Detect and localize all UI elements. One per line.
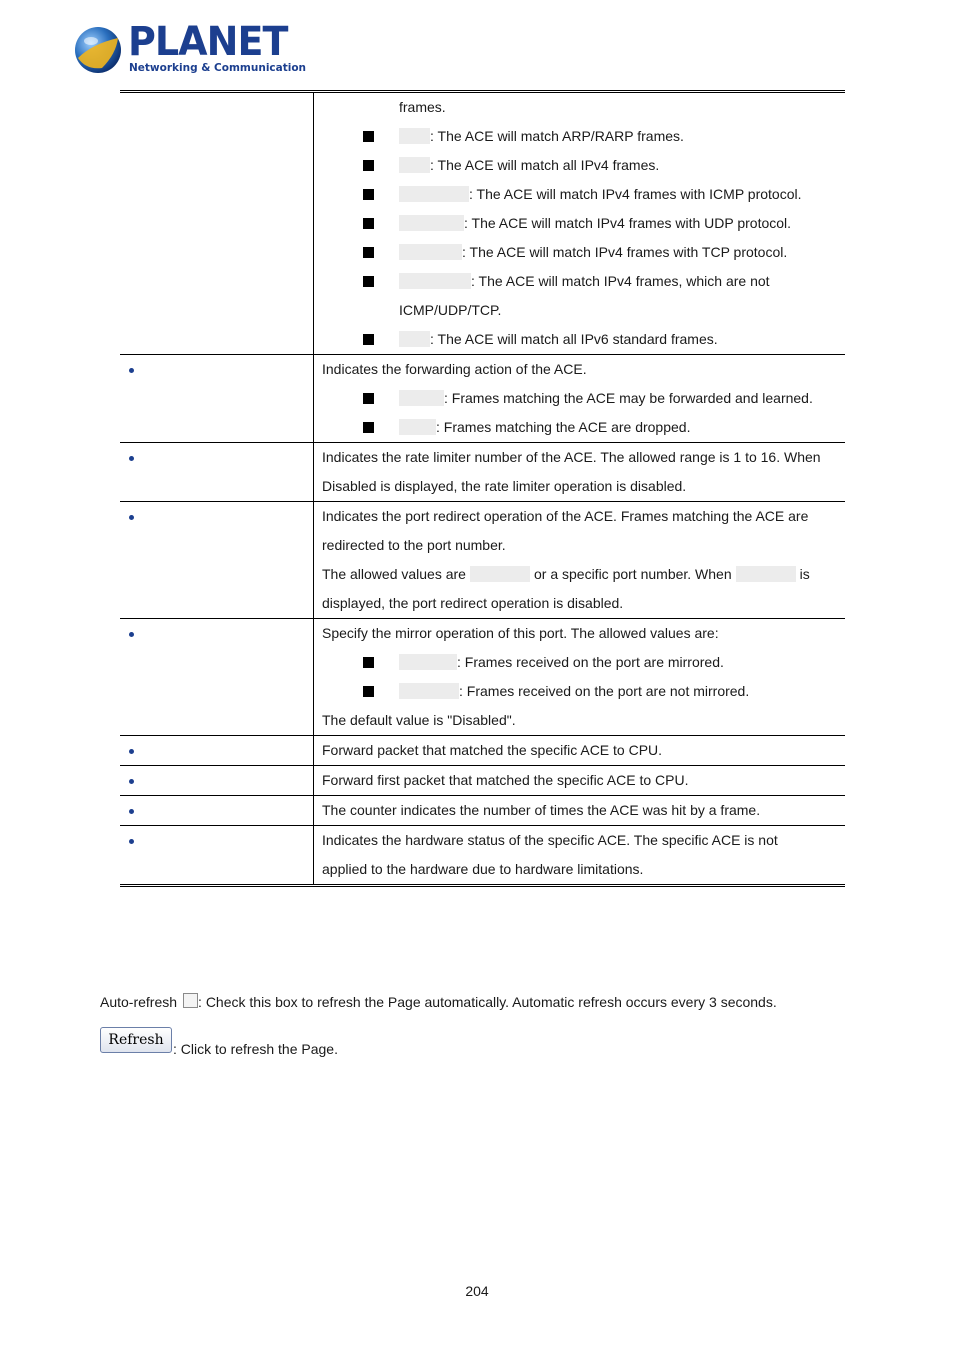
description-line: Indicates the forwarding action of the ACE. xyxy=(322,361,587,377)
option-line xyxy=(322,325,839,354)
option-text: : The ACE will match IPv4 frames with TCP protocol. xyxy=(462,244,788,260)
description-line: frames. xyxy=(399,99,446,115)
option-line xyxy=(322,677,839,706)
option-line xyxy=(322,151,839,180)
value-placeholder xyxy=(736,566,796,582)
parameter-cell xyxy=(120,826,314,886)
option-line xyxy=(322,413,839,442)
option-name-placeholder xyxy=(399,683,459,699)
square-bullet-icon xyxy=(363,131,374,142)
option-name-placeholder xyxy=(399,157,430,173)
bullet-icon xyxy=(129,456,134,461)
square-bullet-icon xyxy=(363,276,374,287)
option-name-placeholder xyxy=(399,215,464,231)
description-line: Specify the mirror operation of this port. The allowed values are: xyxy=(322,625,719,641)
bullet-icon xyxy=(129,839,134,844)
bullet-icon xyxy=(129,515,134,520)
square-bullet-icon xyxy=(363,422,374,433)
description-line: applied to the hardware due to hardware limitations. xyxy=(322,861,644,877)
table-row xyxy=(120,826,845,886)
refresh-button[interactable]: Refresh xyxy=(100,1027,172,1053)
option-text: : Frames received on the port are mirrored. xyxy=(457,654,724,670)
description-line: Forward packet that matched the specific ACE to CPU. xyxy=(322,742,663,758)
table-row xyxy=(120,619,845,736)
line-text: or a specific port number. When xyxy=(533,566,732,582)
parameter-cell xyxy=(120,619,314,736)
description-line: displayed, the port redirect operation is disabled. xyxy=(322,595,624,611)
description-line: ICMP/UDP/TCP. xyxy=(399,302,502,318)
option-line xyxy=(322,648,839,677)
description-cell xyxy=(314,766,846,796)
description-line: Indicates the rate limiter number of the ACE. The allowed range is 1 to 16. When xyxy=(322,449,821,465)
autorefresh-checkbox[interactable] xyxy=(183,993,198,1008)
option-name-placeholder xyxy=(399,128,430,144)
autorefresh-description: : Check this box to refresh the Page automatically. Automatic refresh occurs every 3 seconds. xyxy=(198,994,777,1010)
option-name-placeholder xyxy=(399,419,436,435)
description-cell xyxy=(314,502,846,619)
option-line xyxy=(322,122,839,151)
square-bullet-icon xyxy=(363,218,374,229)
description-line: redirected to the port number. xyxy=(322,537,506,553)
bullet-icon xyxy=(129,809,134,814)
description-cell xyxy=(314,736,846,766)
option-line xyxy=(322,384,839,413)
square-bullet-icon xyxy=(363,657,374,668)
option-text: : The ACE will match all IPv6 standard frames. xyxy=(430,331,718,347)
description-line: Disabled is displayed, the rate limiter operation is disabled. xyxy=(322,478,687,494)
page-number: 204 xyxy=(465,1283,489,1299)
brand-name: PLANET xyxy=(128,19,288,65)
square-bullet-icon xyxy=(363,334,374,345)
option-name-placeholder xyxy=(399,273,471,289)
parameter-cell xyxy=(120,92,314,355)
description-cell xyxy=(314,355,846,443)
line-text: is xyxy=(799,566,810,582)
table-row xyxy=(120,92,845,355)
description-line: Forward first packet that matched the specific ACE to CPU. xyxy=(322,772,689,788)
parameter-cell xyxy=(120,355,314,443)
description-cell xyxy=(314,92,846,355)
table-row xyxy=(120,355,845,443)
autorefresh-line xyxy=(100,993,777,1010)
option-name-placeholder xyxy=(399,244,462,260)
bullet-icon xyxy=(129,749,134,754)
option-line xyxy=(322,267,839,296)
option-line xyxy=(322,238,839,267)
table-row xyxy=(120,443,845,502)
option-text: : The ACE will match IPv4 frames with ICMP protocol. xyxy=(469,186,802,202)
option-name-placeholder xyxy=(399,331,430,347)
table-row xyxy=(120,502,845,619)
square-bullet-icon xyxy=(363,393,374,404)
mixed-line xyxy=(322,560,839,589)
option-text: : The ACE will match ARP/RARP frames. xyxy=(430,128,684,144)
planet-logo xyxy=(72,19,307,78)
parameter-table xyxy=(120,90,845,887)
description-cell xyxy=(314,619,846,736)
bullet-icon xyxy=(129,632,134,637)
square-bullet-icon xyxy=(363,686,374,697)
description-line: Indicates the hardware status of the specific ACE. The specific ACE is not xyxy=(322,832,778,848)
description-cell xyxy=(314,443,846,502)
table-row xyxy=(120,796,845,826)
description-line: The default value is "Disabled". xyxy=(322,712,516,728)
globe-icon xyxy=(72,24,124,76)
bullet-icon xyxy=(129,779,134,784)
square-bullet-icon xyxy=(363,247,374,258)
option-text: : Frames matching the ACE may be forwarded and learned. xyxy=(444,390,813,406)
option-name-placeholder xyxy=(399,390,444,406)
description-line: Indicates the port redirect operation of the ACE. Frames matching the ACE are xyxy=(322,508,809,524)
description-cell xyxy=(314,796,846,826)
bullet-icon xyxy=(129,368,134,373)
option-line xyxy=(322,209,839,238)
option-name-placeholder xyxy=(399,654,457,670)
parameter-cell xyxy=(120,736,314,766)
option-text: : The ACE will match IPv4 frames, which are not xyxy=(471,273,770,289)
option-text: : Frames matching the ACE are dropped. xyxy=(436,419,691,435)
option-text: : The ACE will match IPv4 frames with UDP protocol. xyxy=(464,215,792,231)
refresh-description: : Click to refresh the Page. xyxy=(173,1041,338,1057)
value-placeholder xyxy=(470,566,530,582)
option-text: : The ACE will match all IPv4 frames. xyxy=(430,157,660,173)
parameter-cell xyxy=(120,502,314,619)
parameter-cell xyxy=(120,796,314,826)
option-text: : Frames received on the port are not mirrored. xyxy=(459,683,750,699)
square-bullet-icon xyxy=(363,189,374,200)
option-name-placeholder xyxy=(399,186,469,202)
option-line xyxy=(322,180,839,209)
description-line: The counter indicates the number of times the ACE was hit by a frame. xyxy=(322,802,761,818)
parameter-cell xyxy=(120,766,314,796)
autorefresh-label: Auto-refresh xyxy=(100,994,178,1010)
square-bullet-icon xyxy=(363,160,374,171)
parameter-cell xyxy=(120,443,314,502)
description-cell xyxy=(314,826,846,886)
line-text: The allowed values are xyxy=(322,566,466,582)
table-row xyxy=(120,766,845,796)
brand-tagline: Networking & Communication xyxy=(129,62,307,74)
table-row xyxy=(120,736,845,766)
